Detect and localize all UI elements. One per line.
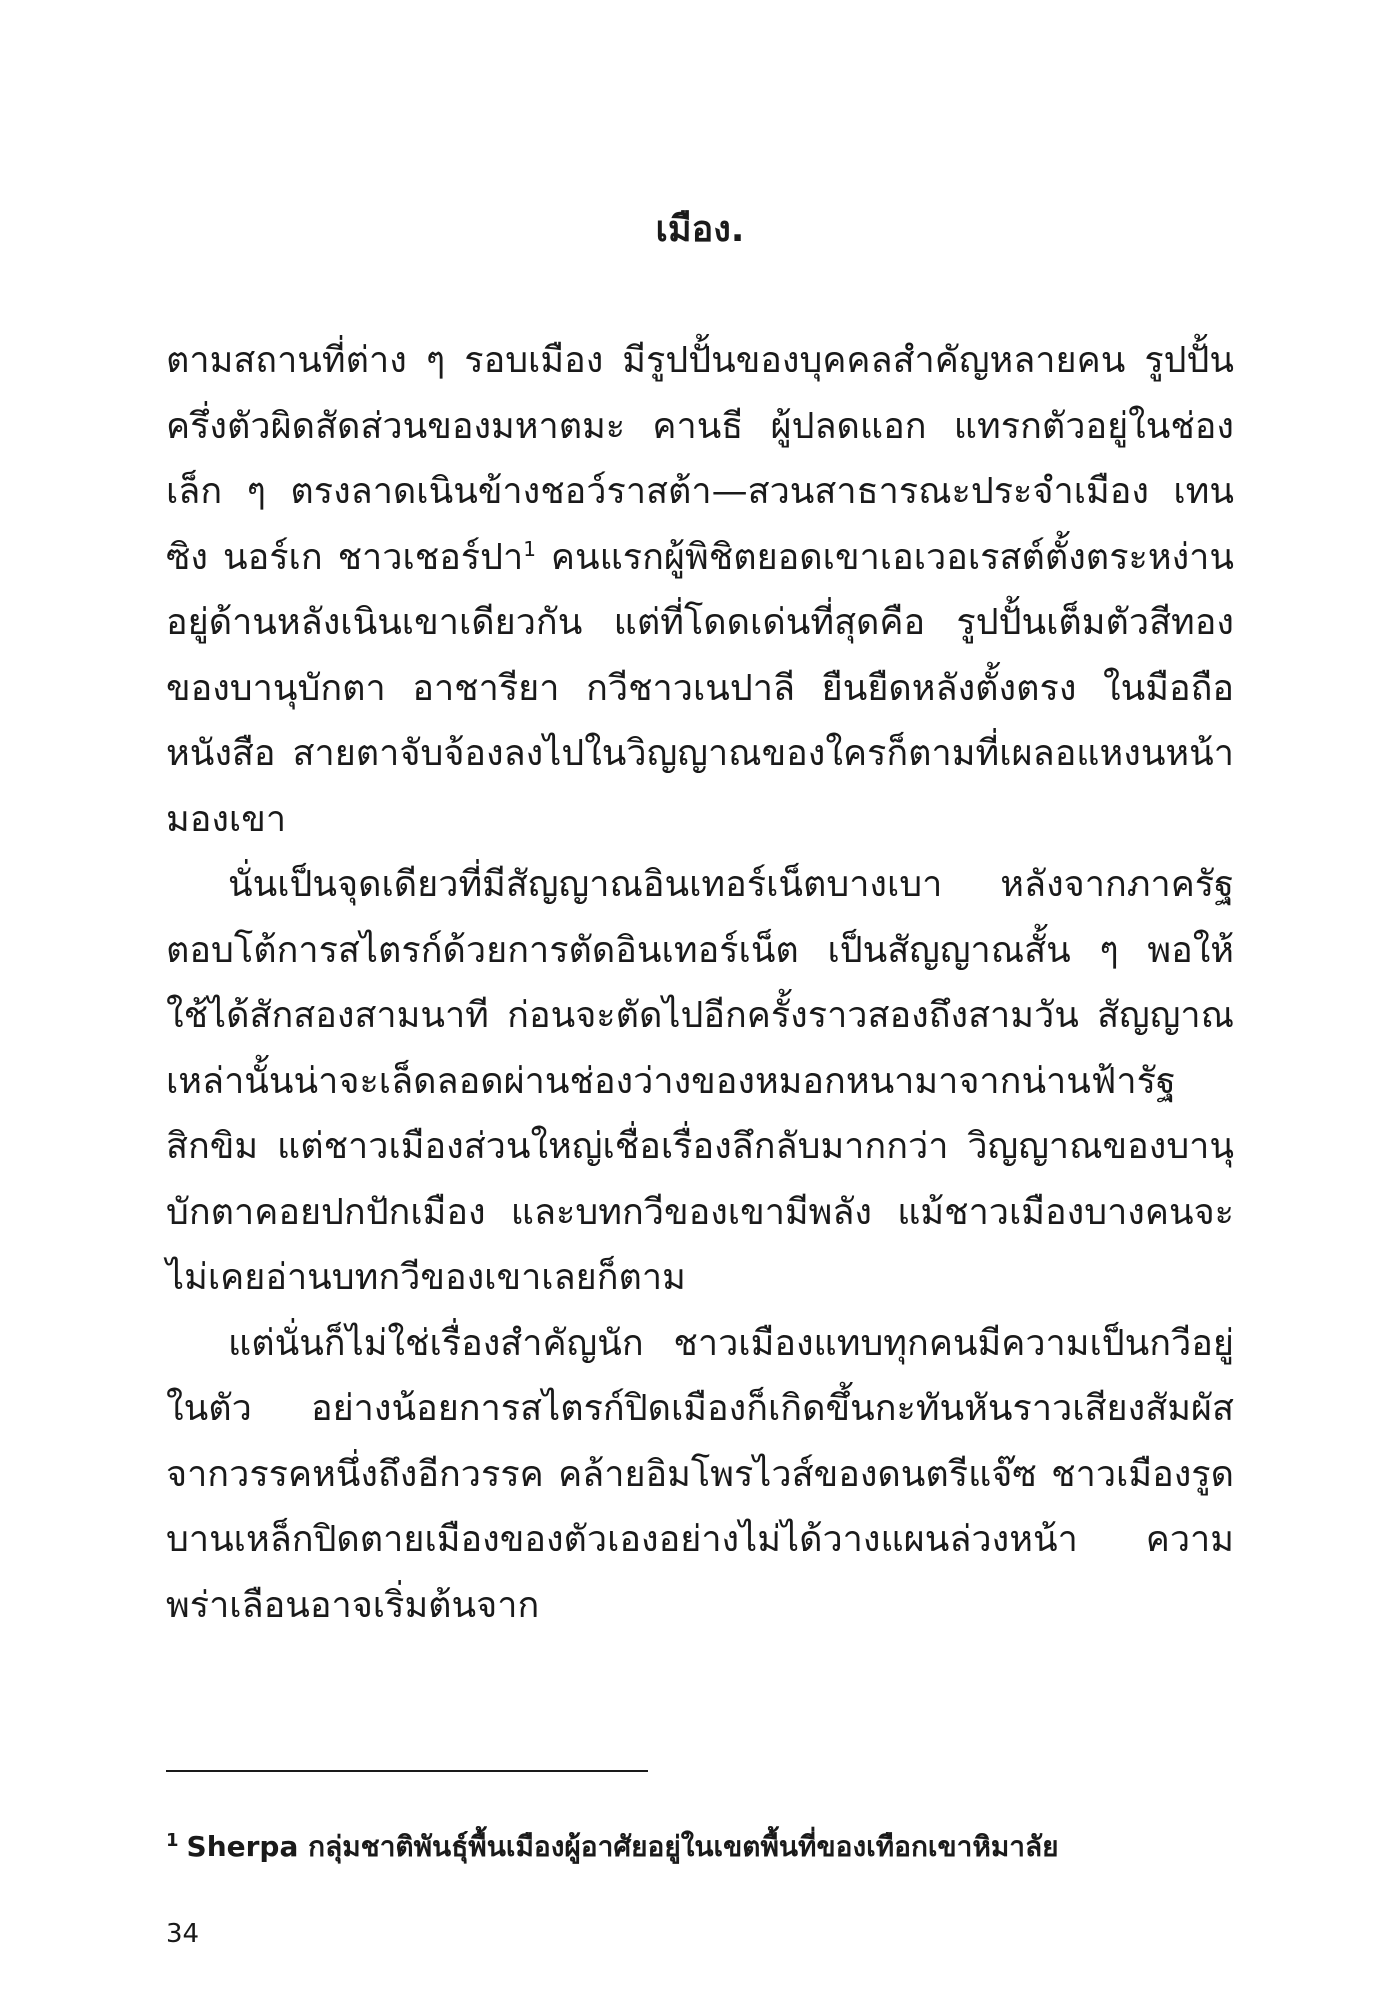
footnote-number: 1	[166, 1829, 179, 1851]
paragraph-3: แต่นั่นก็ไม่ใช่เรื่องสำคัญนัก ชาวเมืองแทบทุกคนมีความเป็นกวีอยู่ในตัว อย่างน้อยการสไตรก์ปิดเมืองก็เกิดขึ้นกะทันหันราวเสียงสัมผัสจากวรรคหนึ่งถึงอีกวรรค คล้ายอิมโพรไวส์ของดนตรีแจ๊ซ ชาวเมืองรูดบานเหล็กปิดตายเมืองของตัวเองอย่างไม่ได้วางแผนล่วงหน้า ความพร่าเลือนอาจเริ่มต้นจาก	[166, 1322, 1234, 1626]
paragraph-1	[166, 328, 1234, 852]
footnote-reference: 1	[523, 536, 536, 561]
paragraph-1-text: ตามสถานที่ต่าง ๆ รอบเมือง มีรูปปั้นของบุคคลสำคัญหลายคน รูปปั้นครึ่งตัวผิดสัดส่วนของมหาตมะ คานธี ผู้ปลดแอก แทรกตัวอยู่ในช่องเล็ก ๆ ตรงลาดเนินข้างชอว์ราสต้า—สวนสาธารณะประจำเมือง เทนซิง นอร์เก ชาวเชอร์ปา	[166, 340, 1234, 578]
chapter-title: เมือง.	[655, 209, 745, 250]
paragraph-1-continuation: คนแรกผู้พิชิตยอดเขาเอเวอเรสต์ตั้งตระหง่านอยู่ด้านหลังเนินเขาเดียวกัน แต่ที่โดดเด่นที่สุดคือ รูปปั้นเต็มตัวสีทองของบานุบักตา อาชารียา กวีชาวเนปาลี ยืนยืดหลังตั้งตรง ในมือถือหนังสือ สายตาจับจ้องลงไปในวิญญาณของใครก็ตามที่เผลอแหงนหน้ามองเขา	[166, 536, 1234, 840]
body-text	[166, 328, 1234, 1638]
footnote	[166, 1822, 1234, 1872]
footnote-divider	[166, 1770, 648, 1772]
page-number: 34	[166, 1919, 200, 1949]
paragraph-2: นั่นเป็นจุดเดียวที่มีสัญญาณอินเทอร์เน็ตบางเบา หลังจากภาครัฐตอบโต้การสไตรก์ด้วยการตัดอินเทอร์เน็ต เป็นสัญญาณสั้น ๆ พอให้ใช้ได้สักสองสามนาที ก่อนจะตัดไปอีกครั้งราวสองถึงสามวัน สัญญาณเหล่านั้นน่าจะเล็ดลอดผ่านช่องว่างของหมอกหนามาจากน่านฟ้ารัฐสิกขิม แต่ชาวเมืองส่วนใหญ่เชื่อเรื่องลึกลับมากกว่า วิญญาณของบานุบักตาคอยปกปักเมือง และบทกวีของเขามีพลัง แม้ชาวเมืองบางคนจะไม่เคยอ่านบทกวีของเขาเลยก็ตาม	[166, 864, 1234, 1298]
footnote-text: Sherpa กลุ่มชาติพันธุ์พื้นเมืองผู้อาศัยอยู่ในเขตพื้นที่ของเทือกเขาหิมาลัย	[186, 1830, 1059, 1863]
